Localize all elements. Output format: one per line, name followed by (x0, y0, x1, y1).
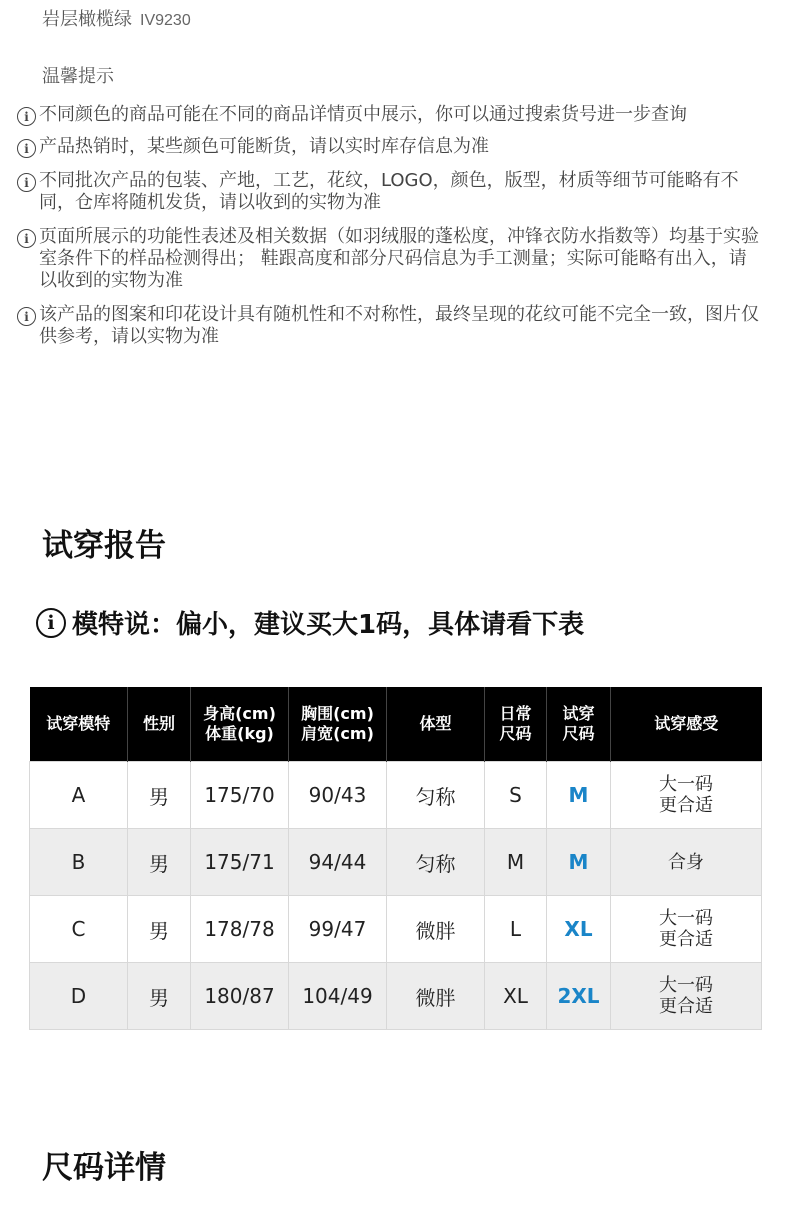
table-row (30, 762, 762, 829)
feel-line: 更合适 (659, 795, 713, 816)
cell-daily-size: XL (485, 963, 547, 1030)
header-line: 尺码 (562, 724, 595, 743)
col-header-model: 试穿模特 (30, 687, 128, 762)
tip-text: 不同批次产品的包装、产地，工艺，花纹，LOGO，颜色，版型，材质等细节可能略有不同，仓库将随机发货，请以收到的实物为准 (39, 170, 739, 213)
cell-daily-size: L (485, 896, 547, 963)
cell-body-type: 匀称 (387, 762, 485, 829)
cell-gender: 男 (128, 829, 191, 896)
cell-height-weight: 175/71 (191, 829, 289, 896)
article-code: IV9230 (140, 12, 191, 29)
header-line: 胸围(cm) (301, 704, 374, 723)
tip-item (17, 104, 762, 126)
info-icon: i (36, 608, 66, 638)
tip-text: 不同颜色的商品可能在不同的商品详情页中展示，你可以通过搜索货号进一步查询 (39, 104, 687, 125)
col-header-daily-size (485, 687, 547, 762)
table-row (30, 896, 762, 963)
try-report-title: 试穿报告 (42, 528, 166, 564)
col-header-feel: 试穿感受 (611, 687, 762, 762)
header-line: 肩宽(cm) (301, 724, 374, 743)
cell-try-size: M (547, 829, 611, 896)
tips-title: 温馨提示 (42, 66, 114, 87)
cell-try-size: M (547, 762, 611, 829)
info-icon: i (17, 139, 36, 158)
feel-line: 大一码 (659, 975, 713, 996)
cell-body-type: 微胖 (387, 896, 485, 963)
cell-gender: 男 (128, 963, 191, 1030)
tip-item (17, 304, 762, 348)
cell-feel (611, 762, 762, 829)
col-header-height-weight (191, 687, 289, 762)
tip-item (17, 136, 762, 158)
info-icon: i (17, 173, 36, 192)
header-line: 尺码 (499, 724, 532, 743)
tip-text: 产品热销时，某些颜色可能断货，请以实时库存信息为准 (39, 136, 489, 157)
info-icon: i (17, 229, 36, 248)
tip-item (17, 170, 762, 214)
col-header-gender: 性别 (128, 687, 191, 762)
cell-model: A (30, 762, 128, 829)
model-says-text: 模特说：偏小，建议买大1码，具体请看下表 (72, 610, 585, 640)
info-icon: i (17, 107, 36, 126)
product-color-line (42, 5, 191, 31)
feel-line: 大一码 (659, 908, 713, 929)
cell-feel (611, 963, 762, 1030)
cell-daily-size: M (485, 829, 547, 896)
feel-line: 更合适 (659, 929, 713, 950)
table-header-row (30, 687, 762, 762)
header-line: 体重(kg) (205, 724, 274, 743)
header-line: 身高(cm) (203, 704, 276, 723)
cell-height-weight: 180/87 (191, 963, 289, 1030)
tips-list (17, 104, 762, 348)
cell-body-type: 微胖 (387, 963, 485, 1030)
cell-gender: 男 (128, 896, 191, 963)
feel-line: 更合适 (659, 996, 713, 1017)
cell-model: C (30, 896, 128, 963)
cell-body-type: 匀称 (387, 829, 485, 896)
cell-chest-shoulder: 99/47 (289, 896, 387, 963)
tip-text: 页面所展示的功能性表述及相关数据（如羽绒服的蓬松度，冲锋衣防水指数等）均基于实验室条件下的样品检测得出； 鞋跟高度和部分尺码信息为手工测量；实际可能略有出入，请以收到的实物为准 (39, 226, 759, 291)
cell-feel (611, 896, 762, 963)
cell-feel (611, 829, 762, 896)
feel-line: 合身 (668, 851, 704, 873)
try-report-table (29, 687, 762, 1030)
tip-text: 该产品的图案和印花设计具有随机性和不对称性，最终呈现的花纹可能不完全一致，图片仅供参考，请以实物为准 (39, 304, 759, 347)
model-says (36, 604, 584, 641)
cell-try-size: 2XL (547, 963, 611, 1030)
size-details-title: 尺码详情 (42, 1150, 166, 1186)
color-name: 岩层橄榄绿 (42, 9, 132, 30)
cell-chest-shoulder: 104/49 (289, 963, 387, 1030)
cell-gender: 男 (128, 762, 191, 829)
cell-try-size: XL (547, 896, 611, 963)
feel-line: 大一码 (659, 774, 713, 795)
cell-height-weight: 175/70 (191, 762, 289, 829)
info-icon: i (17, 307, 36, 326)
header-line: 试穿 (562, 704, 595, 723)
header-line: 日常 (499, 704, 532, 723)
col-header-body-type: 体型 (387, 687, 485, 762)
cell-chest-shoulder: 94/44 (289, 829, 387, 896)
cell-height-weight: 178/78 (191, 896, 289, 963)
cell-model: B (30, 829, 128, 896)
col-header-try-size (547, 687, 611, 762)
table-row (30, 963, 762, 1030)
cell-daily-size: S (485, 762, 547, 829)
cell-model: D (30, 963, 128, 1030)
tip-item (17, 226, 762, 292)
table-row (30, 829, 762, 896)
cell-chest-shoulder: 90/43 (289, 762, 387, 829)
col-header-chest-shoulder (289, 687, 387, 762)
